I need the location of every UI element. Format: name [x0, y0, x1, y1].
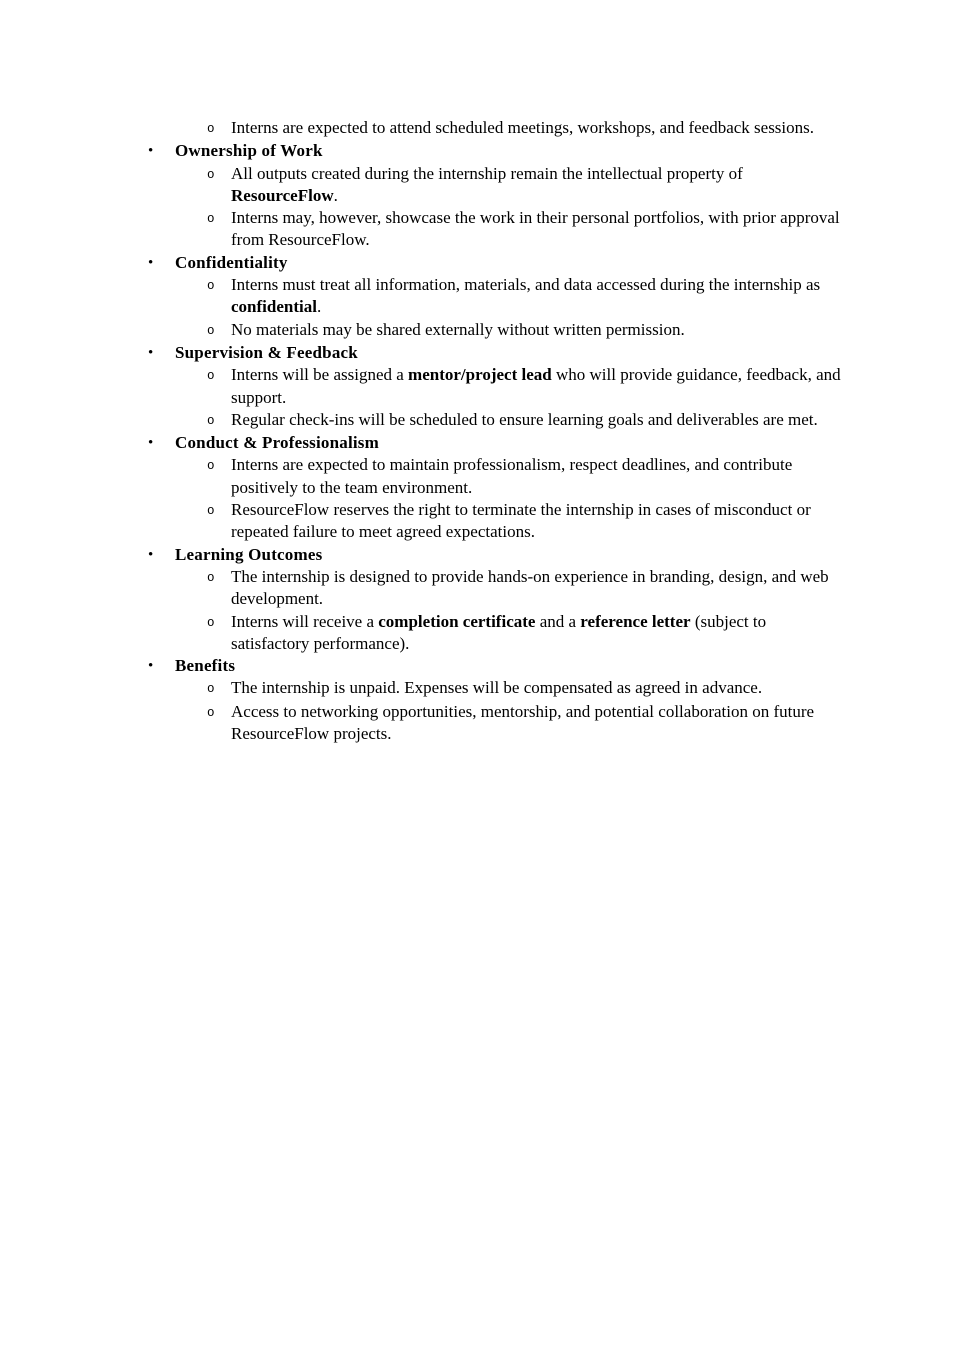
circle-bullet-icon: o	[207, 570, 215, 585]
list-item-sub	[207, 117, 860, 140]
bullet-icon: •	[148, 658, 154, 675]
sub-item-text	[231, 677, 846, 699]
circle-bullet-icon: o	[207, 122, 215, 136]
heading-text: Conduct & Professionalism	[175, 433, 379, 453]
list-item-sub	[207, 207, 860, 252]
bullet-icon: •	[148, 254, 154, 271]
list-item-heading	[148, 432, 860, 454]
text-run: who will provide guidance, feedback, and support.	[231, 365, 841, 407]
sub-item-text	[231, 274, 846, 319]
bullet-icon: •	[148, 546, 154, 563]
text-run: ResourceFlow reserves the right to terminate the internship in cases of misconduct or repeated failure to meet agreed expectations.	[231, 500, 811, 542]
list-item-sub	[207, 274, 860, 319]
text-run: The internship is designed to provide hands-on experience in branding, design, and web development.	[231, 566, 829, 609]
list-item-heading	[148, 342, 860, 364]
list-item-heading	[148, 655, 860, 677]
list-item-sub	[207, 499, 860, 544]
circle-bullet-icon: o	[207, 369, 215, 384]
text-run: and a	[535, 611, 581, 631]
list-item-heading	[148, 544, 860, 566]
text-run: Interns are expected to attend scheduled meetings, workshops, and feedback sessions.	[231, 118, 815, 137]
text-run: The internship is unpaid. Expenses will be compensated as agreed in advance.	[231, 678, 763, 698]
list-item-sub	[207, 319, 860, 342]
sub-item-text	[231, 499, 846, 544]
bold-text-run: confidential	[231, 297, 317, 317]
text-run: Interns must treat all information, materials, and data accessed during the internship as	[231, 275, 821, 295]
list-item-heading	[148, 252, 860, 274]
circle-bullet-icon: o	[207, 682, 215, 697]
sub-item-text	[231, 566, 846, 611]
text-run: Interns will be assigned a	[231, 365, 409, 385]
sub-item-text	[231, 611, 846, 656]
sub-item-text	[231, 207, 846, 252]
sub-item-text	[231, 117, 846, 139]
list-item-sub	[207, 611, 860, 656]
bullet-icon: •	[148, 344, 154, 361]
circle-bullet-icon: o	[207, 705, 215, 720]
bold-text-run: mentor/project lead	[408, 365, 552, 385]
text-run: (subject to satisfactory performance).	[231, 611, 767, 653]
sub-item-text	[231, 319, 846, 341]
circle-bullet-icon: o	[207, 323, 215, 338]
text-run: Interns may, however, showcase the work in their personal portfolios, with prior approval from ResourceFlow.	[231, 208, 840, 250]
bullet-icon: •	[148, 435, 154, 452]
circle-bullet-icon: o	[207, 167, 215, 182]
list-item-sub	[207, 409, 860, 432]
circle-bullet-icon: o	[207, 459, 215, 474]
heading-text: Supervision & Feedback	[175, 342, 358, 362]
circle-bullet-icon: o	[207, 212, 215, 227]
sub-item-text	[231, 364, 846, 409]
list-item-sub	[207, 163, 860, 208]
sub-item-text	[231, 701, 846, 746]
document-list	[148, 117, 860, 745]
sub-item-text	[231, 163, 846, 208]
text-run: Interns will receive a	[231, 611, 379, 631]
circle-bullet-icon: o	[207, 615, 215, 630]
text-run: All outputs created during the internship remain the intellectual property of	[231, 163, 743, 183]
heading-text: Benefits	[175, 656, 236, 676]
heading-text: Ownership of Work	[175, 141, 323, 161]
text-run: Regular check-ins will be scheduled to ensure learning goals and deliverables are met.	[231, 409, 818, 429]
list-item-sub	[207, 677, 860, 700]
sub-item-text	[231, 454, 846, 499]
circle-bullet-icon: o	[207, 504, 215, 519]
bold-text-run: completion certificate	[378, 611, 536, 631]
heading-text: Confidentiality	[175, 252, 288, 272]
list-item-heading	[148, 140, 860, 162]
text-run: Interns are expected to maintain professionalism, respect deadlines, and contribute positively to the team environment.	[231, 455, 793, 497]
list-item-sub	[207, 454, 860, 499]
text-run: Access to networking opportunities, mentorship, and potential collaboration on future ResourceFlow projects.	[231, 701, 815, 744]
list-item-sub	[207, 701, 860, 746]
bold-text-run: reference letter	[580, 611, 691, 631]
list-item-sub	[207, 364, 860, 409]
text-run: .	[316, 297, 322, 317]
heading-text: Learning Outcomes	[175, 544, 323, 564]
circle-bullet-icon: o	[207, 413, 215, 428]
text-run: No materials may be shared externally without written permission.	[231, 319, 685, 339]
circle-bullet-icon: o	[207, 279, 215, 294]
text-run: .	[333, 185, 338, 205]
bullet-icon: •	[148, 143, 154, 160]
sub-item-text	[231, 409, 846, 431]
list-item-sub	[207, 566, 860, 611]
bold-text-run: ResourceFlow	[231, 185, 334, 205]
